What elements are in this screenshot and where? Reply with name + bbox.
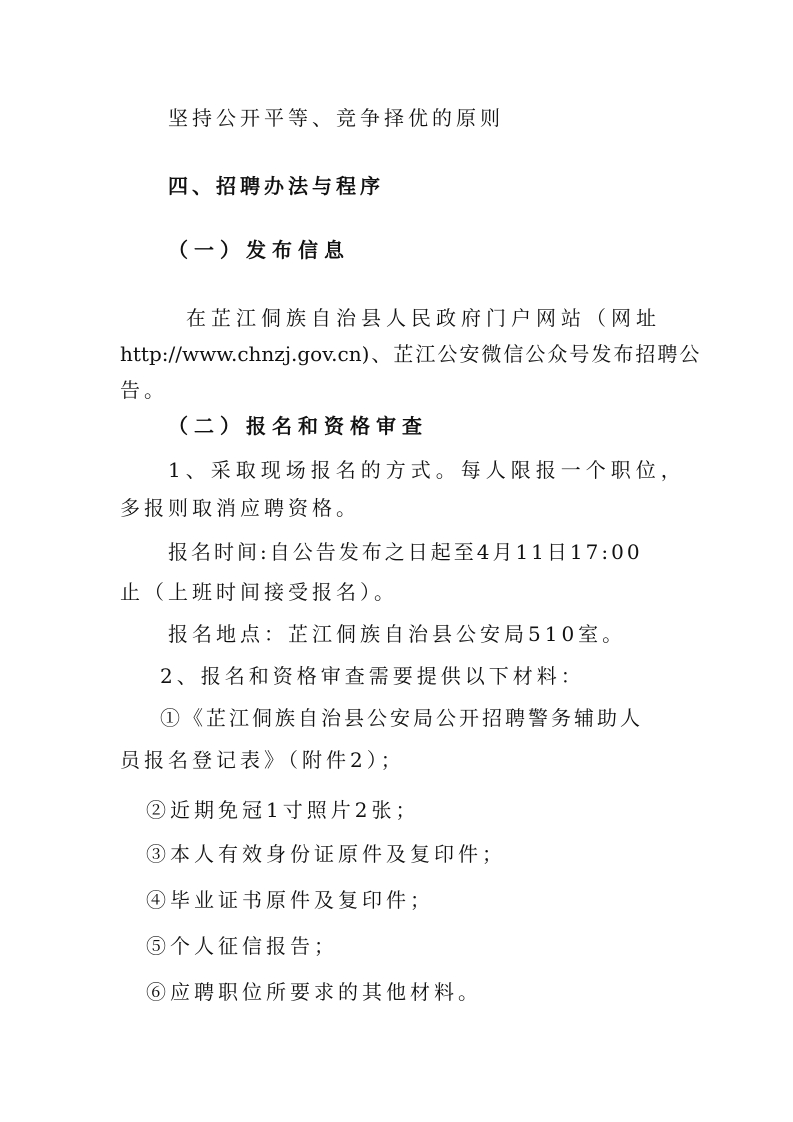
subsection-heading-registration: （二）报名和资格审查: [168, 414, 428, 438]
registration-place-line: 报名地点：芷江侗族自治县公安局510室。: [168, 622, 627, 646]
material-5-line: ⑤个人征信报告；: [146, 934, 338, 958]
publish-paragraph-line-1: 在芷江侗族自治县人民政府门户网站（网址: [186, 306, 661, 330]
registration-time-line-1: 报名时间:自公告发布之日起至4月11日17:00: [168, 540, 643, 564]
item-1-line-2: 多报则取消应聘资格。: [120, 496, 360, 520]
material-6-line: ⑥应聘职位所要求的其他材料。: [146, 980, 482, 1004]
publish-paragraph-line-3: 告。: [120, 378, 168, 402]
material-4-line: ④毕业证书原件及复印件；: [146, 888, 434, 912]
material-1-line-1: ①《芷江侗族自治县公安局公开招聘警务辅助人: [160, 706, 643, 730]
principle-line: 坚持公开平等、竞争择优的原则: [168, 106, 504, 130]
subsection-heading-publish: （一）发布信息: [168, 238, 350, 262]
publish-paragraph-line-2: [120, 342, 701, 366]
website-url: http://www.chnzj.gov.cn: [120, 342, 362, 366]
material-3-line: ③本人有效身份证原件及复印件；: [146, 842, 506, 866]
registration-time-line-2: 止（上班时间接受报名）。: [120, 580, 398, 604]
material-2-line: ②近期免冠1寸照片2张；: [146, 798, 420, 822]
publish-paragraph-line-2-rest: )、芷江公安微信公众号发布招聘公: [361, 342, 702, 366]
item-2-line: 2、报名和资格审查需要提供以下材料：: [160, 664, 585, 688]
material-1-line-2: 员报名登记表》（附件2）；: [120, 748, 405, 772]
item-1-line-1: 1、采取现场报名的方式。每人限报一个职位，: [168, 458, 686, 482]
section-heading: 四、招聘办法与程序: [168, 174, 384, 198]
